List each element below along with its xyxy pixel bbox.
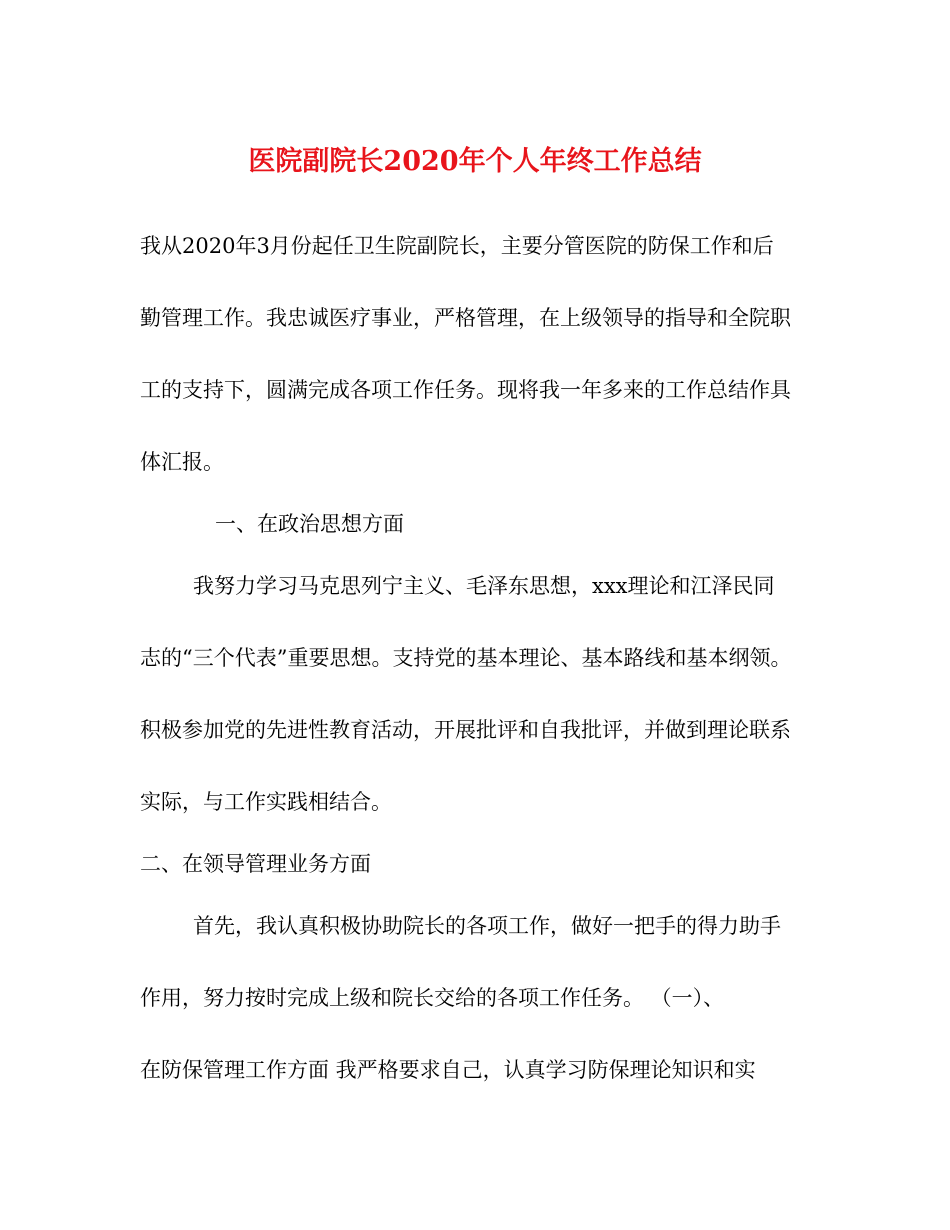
paragraph-line: 体汇报。 xyxy=(140,450,224,474)
paragraph-line: 勤管理工作。我忠诚医疗事业，严格管理，在上级领导的指导和全院职 xyxy=(140,306,791,330)
section-heading-1: 一、在政治思想方面 xyxy=(215,512,404,536)
paragraph-line: 实际，与工作实践相结合。 xyxy=(140,790,392,814)
section-heading-2: 二、在领导管理业务方面 xyxy=(140,852,371,876)
paragraph-line: 我从2020年3月份起任卫生院副院长，主要分管医院的防保工作和后 xyxy=(140,234,774,258)
paragraph-line: 我努力学习马克思列宁主义、毛泽东思想，xxx理论和江泽民同 xyxy=(193,574,775,598)
paragraph-line: 作用，努力按时完成上级和院长交给的各项工作任务。 （一）、 xyxy=(140,986,725,1010)
paragraph-line: 工的支持下，圆满完成各项工作任务。现将我一年多来的工作总结作具 xyxy=(140,378,791,402)
paragraph-line: 积极参加党的先进性教育活动，开展批评和自我批评，并做到理论联系 xyxy=(140,718,791,742)
document-title: 医院副院长2020年个人年终工作总结 xyxy=(248,146,702,177)
paragraph-line: 志的“三个代表”重要思想。支持党的基本理论、基本路线和基本纲领。 xyxy=(140,646,792,670)
paragraph-line: 在防保管理工作方面 我严格要求自己，认真学习防保理论知识和实 xyxy=(140,1058,756,1082)
paragraph-line: 首先，我认真积极协助院长的各项工作，做好一把手的得力助手 xyxy=(193,914,781,938)
